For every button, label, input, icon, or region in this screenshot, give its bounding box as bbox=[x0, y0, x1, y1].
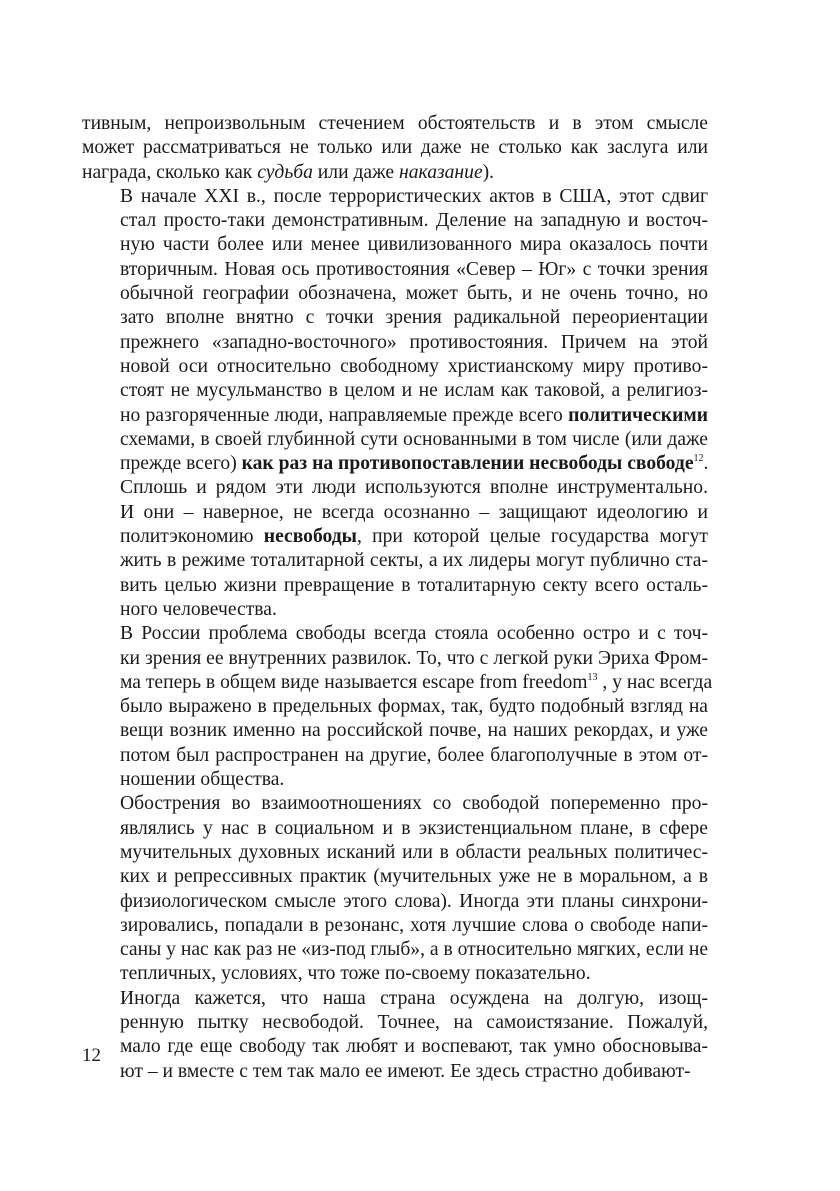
text-run: ного человечества. bbox=[120, 598, 277, 620]
italic-run: судьба bbox=[257, 161, 313, 183]
text-line bbox=[82, 355, 708, 379]
text-line bbox=[82, 1035, 708, 1059]
footnote-ref: 13 bbox=[587, 671, 598, 683]
text-run: может рассматриваться не только или даже не столько как заслуга или bbox=[82, 137, 708, 159]
text-line bbox=[82, 501, 708, 525]
paragraph-exacerbations bbox=[82, 792, 708, 986]
text-line bbox=[82, 768, 708, 792]
text-run: В начале XXI в., после террористических актов в США, этот сдвиг bbox=[120, 185, 708, 207]
text-line bbox=[82, 671, 713, 695]
text-run: мало где еще свободу так любят и воспевают, так умно обосновыва- bbox=[120, 1036, 708, 1058]
text-run: саны у нас как раз не «из-под глыб», а в относительно мягких, если не bbox=[120, 939, 709, 961]
text-run: Иногда кажется, что наша страна осуждена на долгую, изощ- bbox=[120, 987, 708, 1009]
text-run: тепличных, условиях, что тоже по-своему показательно. bbox=[120, 963, 591, 985]
paragraph-continuation bbox=[82, 112, 708, 185]
text-run: ких и репрессивных практик (мучительных уже не в моральном, а в bbox=[120, 866, 708, 888]
text-line bbox=[82, 331, 708, 355]
text-line bbox=[82, 428, 708, 452]
text-line bbox=[82, 987, 708, 1011]
text-line bbox=[82, 914, 708, 938]
bold-run: как раз на противопоставлении несвободы свободе bbox=[241, 453, 694, 475]
text-run: политэкономию bbox=[120, 526, 264, 548]
text-line bbox=[82, 306, 708, 330]
text-line bbox=[82, 817, 708, 841]
text-line bbox=[82, 719, 708, 743]
text-run: ренную пытку несвободой. Точнее, на самоистязание. Пожалуй, bbox=[120, 1011, 708, 1033]
text-run: вещи возник именно на российской почве, на наших рекордах, и уже bbox=[120, 720, 708, 742]
bold-run: политическими bbox=[568, 404, 708, 426]
text-run: . bbox=[703, 453, 709, 475]
text-line bbox=[82, 574, 708, 598]
text-run: тивным, непроизвольным стечением обстоятельств и в этом смысле bbox=[82, 113, 708, 134]
paragraph-xxi-century bbox=[82, 185, 708, 622]
text-line bbox=[82, 598, 708, 622]
text-line bbox=[82, 792, 708, 816]
text-run: ют – и вместе с тем так мало ее имеют. Ее здесь страстно добивают- bbox=[120, 1060, 691, 1082]
text-run: стоят не мусульманство в целом и не ислам как таковой, а религиоз- bbox=[120, 380, 708, 402]
text-run: И они – наверное, не всегда осознанно – защищают идеологию и bbox=[120, 501, 708, 523]
text-run: ). bbox=[482, 161, 495, 183]
text-run: обычной географии обозначена, может быть, и не очень точно, но bbox=[120, 283, 708, 305]
text-line bbox=[82, 962, 708, 986]
text-run: стал просто-таки демонстративным. Деление на западную и восточ- bbox=[120, 210, 708, 232]
text-run: или даже bbox=[312, 161, 399, 183]
text-run: вторичным. Новая ось противостояния «Север – Юг» с точки зрения bbox=[120, 258, 708, 280]
text-run: но разгоряченные люди, направляемые прежде всего bbox=[120, 404, 569, 426]
text-line bbox=[82, 890, 708, 914]
text-line bbox=[82, 185, 708, 209]
text-run: ношении общества. bbox=[120, 769, 285, 791]
page-body bbox=[82, 112, 713, 1084]
text-line bbox=[82, 379, 708, 403]
text-run: физиологическом смысле этого слова). Иногда эти планы синхрони- bbox=[120, 890, 708, 912]
text-line bbox=[82, 112, 708, 136]
paragraph-russia-freedom bbox=[82, 622, 713, 792]
text-run: ную части более или менее цивилизованного мира оказалось почти bbox=[120, 234, 708, 256]
text-line bbox=[82, 282, 708, 306]
text-run: зато вполне внятно с точки зрения радикальной переориентации bbox=[120, 307, 708, 329]
bold-run: несвободы bbox=[263, 526, 357, 548]
text-line bbox=[82, 209, 708, 233]
text-line bbox=[82, 404, 708, 428]
text-line bbox=[82, 452, 708, 476]
text-line bbox=[82, 233, 708, 257]
text-run: мучительных духовных исканий или в области реальных политичес- bbox=[120, 841, 708, 863]
text-run: ма теперь в общем виде называется escape from freedom bbox=[120, 671, 588, 693]
text-line bbox=[82, 647, 708, 671]
text-line bbox=[82, 136, 708, 160]
text-run: являлись у нас в социальном и в экзистенциальном плане, в сфере bbox=[120, 817, 708, 839]
text-run: потом был распространен на другие, более благополучные в этом от- bbox=[120, 744, 708, 766]
text-run: прежде всего) bbox=[120, 453, 242, 475]
text-line bbox=[82, 258, 708, 282]
text-line bbox=[82, 695, 708, 719]
text-run: прежнего «западно-восточного» противостояния. Причем на этой bbox=[120, 331, 708, 353]
text-run: Сплошь и рядом эти люди используются вполне инструментально. bbox=[120, 477, 708, 499]
text-run: ки зрения ее внутренних развилок. То, что с легкой руки Эриха Фром- bbox=[120, 647, 708, 669]
text-line bbox=[82, 622, 708, 646]
italic-run: наказание bbox=[399, 161, 483, 183]
text-run: , у нас всегда bbox=[597, 671, 713, 693]
text-run: новой оси относительно свободному христианскому миру противо- bbox=[120, 355, 708, 377]
text-run: зировались, попадали в резонанс, хотя лучшие слова о свободе напи- bbox=[120, 914, 708, 936]
text-run: В России проблема свободы всегда стояла особенно остро и с точ- bbox=[120, 623, 708, 645]
text-line bbox=[82, 865, 708, 889]
page-number: 12 bbox=[82, 1045, 101, 1066]
text-line bbox=[82, 476, 708, 500]
text-line bbox=[82, 938, 708, 962]
text-line bbox=[82, 549, 708, 573]
text-run: вить целью жизни превращение в тоталитарную секту всего осталь- bbox=[120, 574, 708, 596]
text-line bbox=[82, 161, 708, 185]
text-run: жить в режиме тоталитарной секты, а их лидеры могут публично ста- bbox=[120, 550, 708, 572]
text-line bbox=[82, 744, 708, 768]
text-run: награда, сколько как bbox=[82, 161, 258, 183]
text-line bbox=[82, 841, 708, 865]
text-run: схемами, в своей глубинной сути основанными в том числе (или даже bbox=[120, 428, 708, 450]
text-line bbox=[82, 1011, 708, 1035]
text-run: , при которой целые государства могут bbox=[356, 526, 708, 548]
paragraph-torture bbox=[82, 987, 708, 1084]
footnote-ref: 12 bbox=[693, 453, 704, 465]
text-line bbox=[82, 525, 708, 549]
text-run: Обострения во взаимоотношениях со свободой попеременно про- bbox=[120, 793, 708, 815]
text-run: было выражено в предельных формах, так, будто подобный взгляд на bbox=[120, 696, 708, 718]
text-line bbox=[82, 1060, 708, 1084]
